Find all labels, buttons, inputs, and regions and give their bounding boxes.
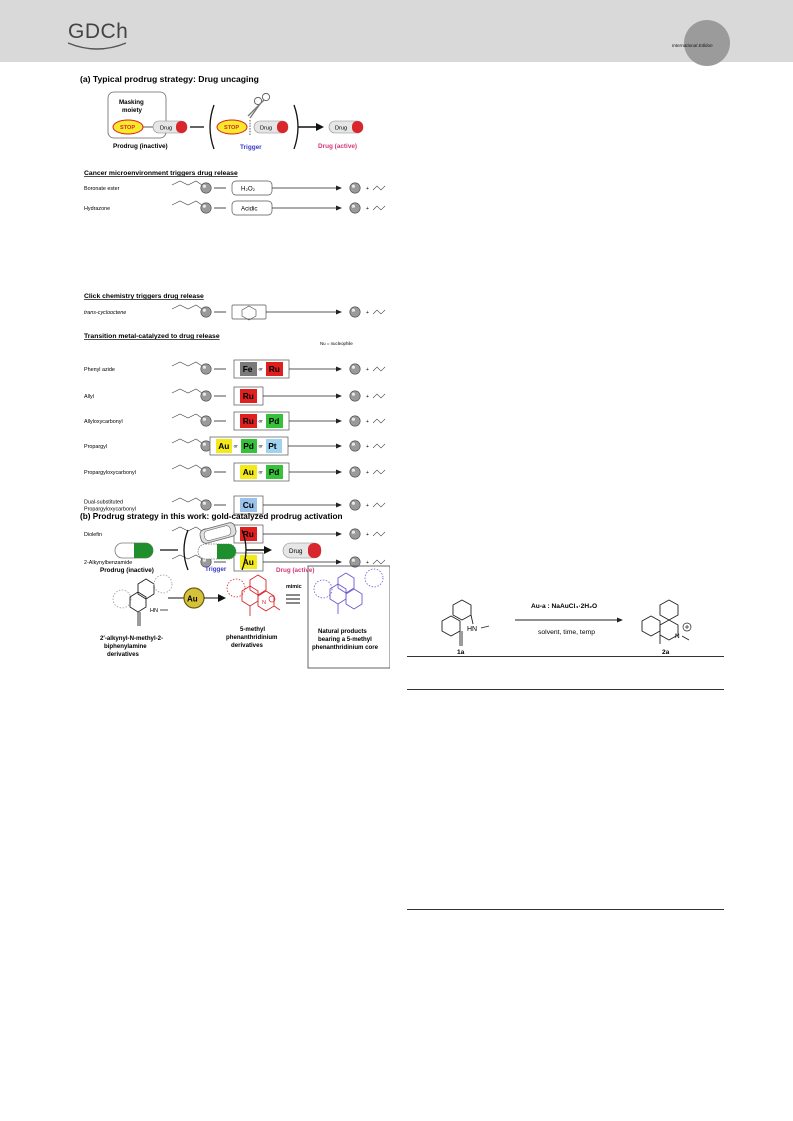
reaction-scheme — [407, 598, 725, 656]
drug-label-active: Drug — [335, 125, 348, 132]
logo-swoosh-icon — [66, 40, 128, 52]
row-name-label: Allyloxycarbonyl — [84, 419, 123, 425]
section-heading: Click chemistry triggers drug release — [84, 293, 204, 300]
substrate-label: 2′-alkynyl-N-methyl-2-biphenylamine derivatives — [100, 635, 164, 658]
panel-b-title: (b) Prodrug strategy in this work: gold-catalyzed prodrug activation — [80, 512, 343, 521]
plus-label: + — [366, 394, 369, 400]
row-name-label: trans-cyclooctene — [84, 310, 127, 316]
released-drug-ball-icon — [350, 183, 360, 193]
table-bottom-rule — [407, 909, 724, 910]
released-drug-ball-icon — [350, 441, 360, 451]
plus-label: + — [366, 367, 369, 373]
plus-label: + — [366, 470, 369, 476]
row-name-label: Allyl — [84, 394, 94, 400]
b-drug-active-label: Drug (active) — [276, 567, 315, 574]
caged-drug-ball-icon — [201, 183, 211, 193]
metal-label: Pt — [268, 441, 277, 451]
metal-label: Pd — [268, 467, 280, 477]
or-label: or — [258, 367, 263, 373]
released-drug-ball-icon — [350, 529, 360, 539]
condition-label: H₂O₂ — [241, 185, 256, 193]
nucleophile-note: Nu = nucleophile — [320, 341, 353, 346]
released-drug-ball-icon — [350, 500, 360, 510]
metal-label: Ru — [268, 364, 280, 374]
svg-text:N: N — [675, 633, 680, 640]
edition-label: International Edition — [672, 43, 713, 48]
or-label: or — [258, 470, 263, 476]
plus-label: + — [366, 503, 369, 509]
table-header-rule — [407, 689, 724, 690]
plus-label: + — [366, 444, 369, 450]
row-name-label: Dual-substituted — [84, 499, 123, 506]
released-drug-ball-icon — [350, 416, 360, 426]
metal-label: Cu — [242, 500, 254, 510]
released-drug-ball-icon — [350, 467, 360, 477]
caged-drug-ball-icon — [201, 441, 211, 451]
product-id: 2a — [662, 649, 670, 656]
row-name-label: Phenyl azide — [84, 367, 115, 373]
metal-label: Pd — [243, 441, 254, 451]
caged-drug-ball-icon — [201, 307, 211, 317]
svg-text:HN: HN — [150, 608, 159, 614]
figure-prodrug-strategy — [80, 72, 390, 676]
stop-label: STOP — [120, 125, 136, 131]
released-drug-ball-icon — [350, 203, 360, 213]
released-drug-ball-icon — [350, 391, 360, 401]
au-label: Au — [187, 594, 198, 604]
mimic-label: mimic — [286, 584, 302, 590]
plus-label: + — [366, 206, 369, 212]
substrate-structure — [113, 575, 172, 626]
b-prodrug-inactive-label: Prodrug (inactive) — [100, 567, 154, 574]
condition-label: Acidic — [241, 205, 258, 213]
masking-moiety-label: Masking moiety — [119, 99, 144, 114]
row-name-label: Hydrazone — [84, 206, 111, 212]
metal-label: Pd — [268, 416, 280, 426]
stop-label-trigger: STOP — [224, 125, 240, 131]
plus-label: + — [366, 419, 369, 425]
drug-label-prodrug: Drug — [160, 125, 173, 132]
natural-products-box — [308, 566, 390, 668]
gdch-logo: GDCh — [68, 20, 129, 43]
section-heading: Cancer microenvironment triggers drug release — [84, 170, 238, 177]
product-label: 5-methyl phenanthridinium derivatives — [226, 626, 278, 649]
released-drug-ball-icon — [350, 364, 360, 374]
b-drug-label: Drug — [289, 548, 303, 555]
hn-label: HN — [467, 626, 478, 633]
conditions-label: solvent, time, temp — [538, 629, 596, 636]
table-top-rule — [407, 656, 724, 657]
released-drug-ball-icon — [350, 307, 360, 317]
plus-label: + — [366, 186, 369, 192]
caged-drug-ball-icon — [201, 391, 211, 401]
plus-label: + — [366, 310, 369, 316]
metal-label: Ru — [242, 391, 254, 401]
caged-drug-ball-icon — [201, 467, 211, 477]
caged-drug-ball-icon — [201, 364, 211, 374]
or-label: or — [258, 444, 263, 450]
section-heading: Transition metal-catalyzed to drug release — [84, 333, 220, 340]
row-name-label: Boronate ester — [84, 186, 120, 192]
equivalence-icon — [286, 595, 300, 603]
caged-drug-ball-icon — [201, 203, 211, 213]
metal-label: Ru — [242, 416, 254, 426]
row-name-label: 2-Alkynylbenzamide — [84, 560, 133, 566]
metal-label: Au — [242, 467, 254, 477]
caged-drug-ball-icon — [201, 416, 211, 426]
plus-label: + — [366, 532, 369, 538]
strategy-rows — [84, 170, 385, 571]
panel-a-title: (a) Typical prodrug strategy: Drug uncaging — [80, 74, 259, 84]
prodrug-inactive-label: Prodrug (inactive) — [113, 143, 168, 150]
scissors-icon — [248, 93, 270, 118]
metal-label: Ru — [242, 529, 254, 539]
metal-label: Fe — [242, 364, 253, 374]
substrate-1a-structure — [442, 600, 489, 646]
metal-label: Au — [218, 441, 230, 451]
gold-catalyst-icon — [199, 522, 237, 545]
reagent-label: Au-a : NaAuCl₄·2H₂O — [531, 603, 598, 610]
caged-drug-ball-icon — [201, 500, 211, 510]
natural-products-label: Natural products bearing a 5-methyl phenanthridinium core — [312, 628, 379, 651]
condition-trigger-box — [232, 305, 266, 319]
metal-label: Au — [242, 557, 254, 567]
substrate-id: 1a — [457, 649, 465, 656]
row-name-label: Diolefin — [84, 532, 102, 538]
natural-product-structure — [314, 569, 383, 614]
drug-label-trigger: Drug — [260, 125, 273, 132]
drug-active-label: Drug (active) — [318, 143, 358, 150]
trigger-label: Trigger — [240, 144, 262, 151]
or-label: or — [258, 419, 263, 425]
row-name-label: Propargyloxycarbonyl — [84, 470, 136, 476]
or-label: or — [233, 444, 238, 450]
row-name-label: Propargyloxycarbonyl — [84, 506, 136, 513]
product-structure — [227, 575, 280, 616]
plus-label: + — [366, 560, 369, 566]
row-name-label: Propargyl — [84, 444, 108, 450]
product-2a-structure — [642, 600, 691, 644]
b-trigger-label: Trigger — [205, 566, 227, 573]
svg-text:N: N — [262, 600, 267, 606]
